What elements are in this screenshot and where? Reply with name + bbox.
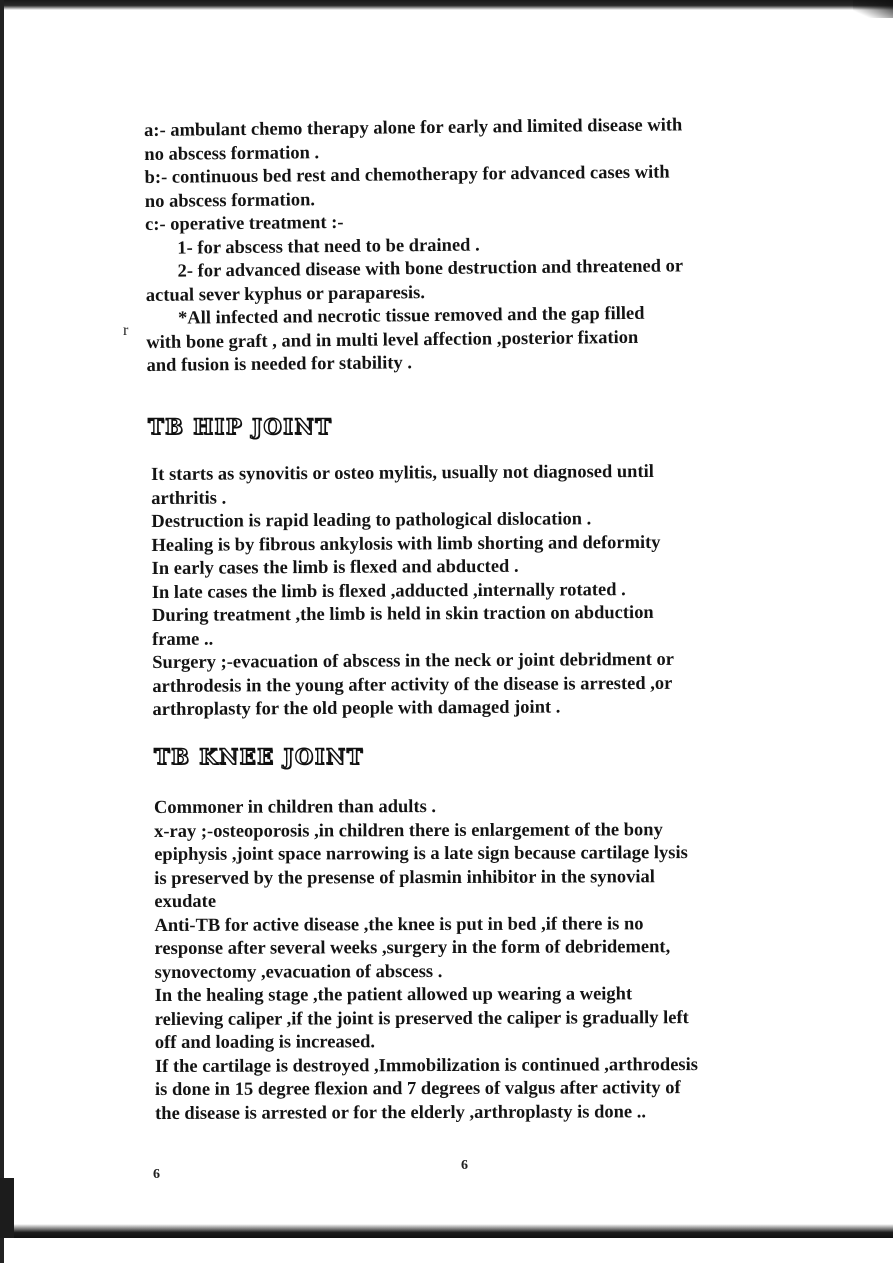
text-line: frame ..: [152, 629, 214, 650]
text-line: arthrodesis in the young after activity of the disease is arrested ,or: [152, 673, 673, 697]
text-line: Anti-TB for active disease ,the knee is put in bed ,if there is no: [154, 913, 644, 936]
text-line: Commoner in children than adults .: [154, 797, 437, 818]
text-line: *All infected and necrotic tissue removed and the gap filled: [177, 303, 645, 329]
text-line: c:- operative treatment :-: [144, 212, 344, 235]
text-line: In the healing stage ,the patient allowed up wearing a weight: [154, 984, 633, 1006]
section-heading-hip: TB HIP JOINT: [148, 414, 333, 439]
scan-border-bottom: [0, 1224, 893, 1238]
text-line: 1- for abscess that need to be drained .: [177, 234, 480, 259]
text-line: is preserved by the presense of plasmin inhibitor in the synovial: [154, 866, 655, 889]
scan-border-top: [0, 0, 893, 10]
text-line: In late cases the limb is flexed ,adducted ,internally rotated .: [151, 579, 626, 603]
text-line: If the cartilage is destroyed ,Immobilization is continued ,arthrodesis: [154, 1054, 698, 1077]
text-line: response after several weeks ,surgery in the form of debridement,: [154, 937, 671, 959]
text-line: epiphysis ,joint space narrowing is a late sign because cartilage lysis: [154, 843, 688, 865]
knee-paragraph: [154, 795, 698, 1126]
text-line: relieving caliper ,if the joint is preserved the caliper is gradually left: [154, 1007, 689, 1030]
text-line: In early cases the limb is flexed and abducted .: [151, 556, 519, 579]
scan-corner-bottom-left: [0, 1178, 14, 1238]
text-line: Healing is by fibrous ankylosis with limb shorting and deformity: [151, 532, 661, 556]
text-line: 2- for advanced disease with bone destruction and threatened or: [177, 256, 684, 282]
page-number-left: 6: [153, 1167, 160, 1182]
text-line: Surgery ;-evacuation of abscess in the neck or joint debridment or: [152, 649, 675, 673]
text-line: no abscess formation.: [144, 189, 316, 212]
text-line: arthritis .: [151, 488, 227, 509]
text-line: exudate: [154, 891, 217, 912]
text-line: is done in 15 degree flexion and 7 degrees of valgus after activity of: [154, 1078, 681, 1100]
text-line: b:- continuous bed rest and chemotherapy for advanced cases with: [144, 162, 670, 188]
section-heading-knee: TB KNEE JOINT: [154, 744, 364, 769]
text-line: no abscess formation .: [144, 142, 320, 165]
text-line: actual sever kyphus or paraparesis.: [145, 282, 426, 306]
text-line: It starts as synovitis or osteo mylitis, usually not diagnosed until: [151, 461, 654, 485]
text-line: arthroplasty for the old people with damaged joint .: [152, 697, 561, 720]
text-line: and fusion is needed for stability .: [146, 353, 413, 376]
text-line: a:- ambulant chemo therapy alone for early and limited disease with: [144, 115, 683, 141]
text-line: synovectomy ,evacuation of abscess .: [154, 961, 443, 983]
text-line: off and loading is increased.: [154, 1032, 376, 1053]
stray-mark: r: [123, 322, 129, 339]
page-number-center: 6: [461, 1158, 468, 1173]
text-line: the disease is arrested or for the elderly ,arthroplasty is done ..: [155, 1101, 647, 1124]
text-line: Destruction is rapid leading to pathological dislocation .: [151, 509, 592, 532]
scan-corner-top-right: [853, 0, 893, 18]
text-line: During treatment ,the limb is held in skin traction on abduction: [151, 602, 654, 626]
hip-paragraph: [151, 461, 674, 723]
text-line: x-ray ;-osteoporosis ,in children there is enlargement of the bony: [154, 819, 663, 842]
treatment-paragraph: [144, 114, 685, 378]
text-line: with bone graft , and in multi level affection ,posterior fixation: [146, 327, 639, 353]
scan-border-left: [0, 0, 4, 1263]
